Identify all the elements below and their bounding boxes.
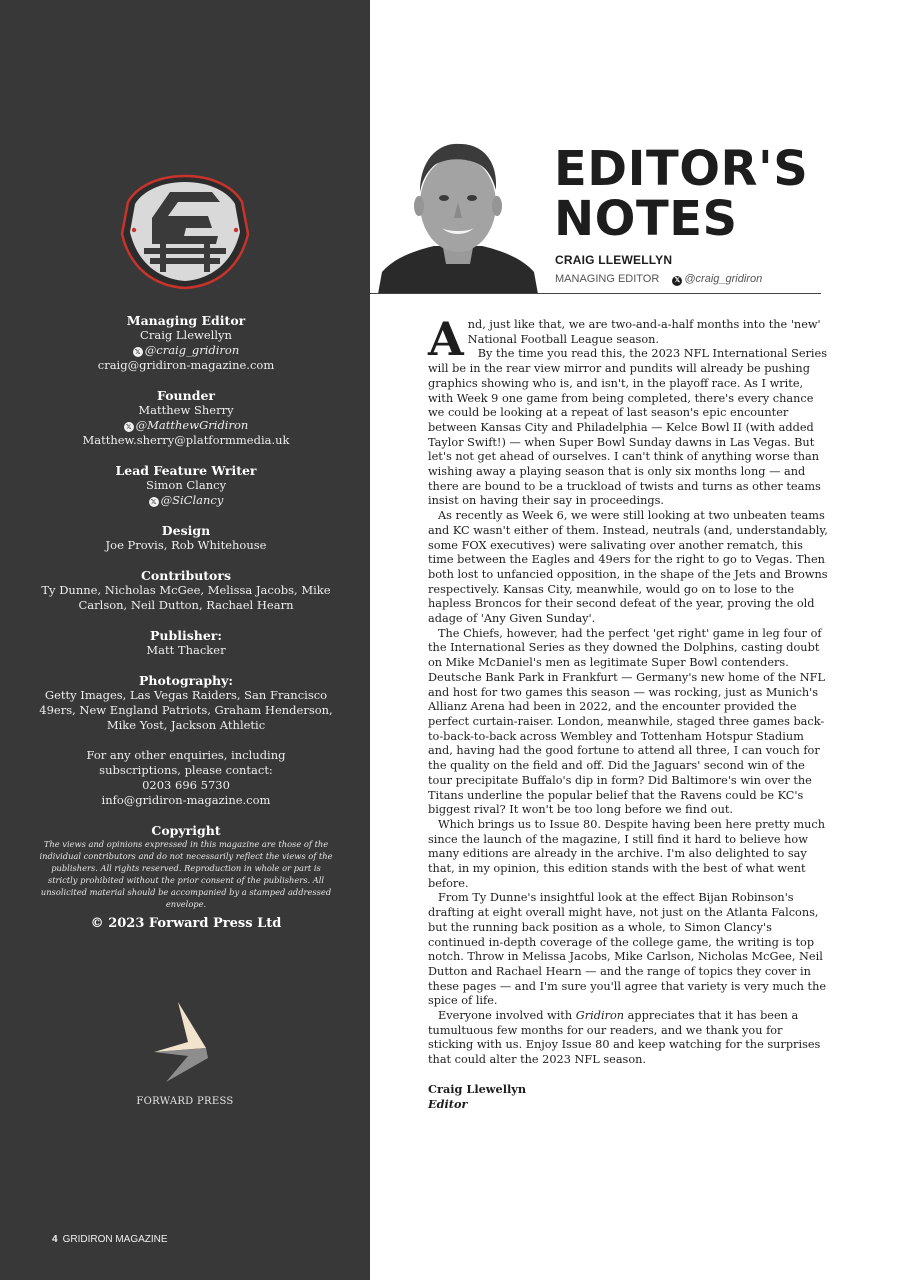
article-paragraph-5: Which brings us to Issue 80. Despite having been here pretty much since the launch of the magazine, I still find it hard to believe how many editions are already in the archive. I'm also delighted to say that, in my opinion, this edition stands with the best of what went before. <box>428 817 825 890</box>
forward-press-name: FORWARD PRESS <box>136 1096 234 1107</box>
editorial-article <box>428 312 830 1111</box>
x-social-icon: 𝕏 <box>672 276 682 286</box>
lead-writer-heading: Lead Feature Writer <box>115 463 257 478</box>
managing-editor-handle[interactable]: @craig_gridiron <box>144 343 240 357</box>
enquiries-line-2: subscriptions, please contact: <box>99 763 273 777</box>
page-title <box>554 141 854 247</box>
enquiries-email[interactable]: info@gridiron-magazine.com <box>101 793 271 807</box>
copyright-heading: Copyright <box>151 823 221 838</box>
photography-block <box>38 673 334 733</box>
enquiries-block <box>38 748 334 808</box>
photography-heading: Photography: <box>138 673 234 688</box>
byline-handle[interactable]: @craig_gridiron <box>684 273 763 285</box>
contributors-names: Ty Dunne, Nicholas McGee, Melissa Jacobs, Mike Carlson, Neil Dutton, Rachael Hearn <box>41 583 331 612</box>
copyright-line: © 2023 Forward Press Ltd <box>90 916 282 931</box>
publisher-block <box>38 628 334 658</box>
drop-cap: A <box>428 312 464 366</box>
editor-portrait <box>378 132 538 294</box>
publication-name: GRIDIRON MAGAZINE <box>62 1234 168 1245</box>
managing-editor-heading: Managing Editor <box>126 313 246 328</box>
byline-handle-wrap <box>672 273 762 285</box>
photography-names: Getty Images, Las Vegas Raiders, San Francisco 49ers, New England Patriots, Graham Henderson, Mike Yost, Jackson Athletic <box>39 688 333 732</box>
founder-name: Matthew Sherry <box>138 403 234 417</box>
byline-role-row <box>555 273 762 286</box>
x-social-icon: 𝕏 <box>149 497 159 507</box>
masthead-credits <box>38 313 334 946</box>
managing-editor-block <box>38 313 334 373</box>
contributors-block <box>38 568 334 613</box>
contributors-heading: Contributors <box>140 568 232 583</box>
article-paragraph-4: The Chiefs, however, had the perfect 'get right' game in leg four of the International Series as they downed the Dolphins, casting doubt on Mike McDaniel's men as legitimate Super Bowl contenders. Deutsche Bank Park in Frankfurt — Germany's new home of the NFL and host for two games this season — was rocking, just as Munich's Allianz Arena had been in 2022, and the encounter provided the perfect curtain-raiser. London, meanwhile, staged three games back-to-back-to-back across Wembley and Tottenham Hotspur Stadium and, having had the good fortune to attend all three, I can vouch for the quality on the field and off. Did the Jaguars' second win of the tour precipitate Buffalo's dip in form? Did Baltimore's win over the Titans underline the popular belief that the Ravens could be KC's biggest rival? It won't be too long before we find out. <box>428 626 825 817</box>
page-folio <box>52 1234 168 1245</box>
design-block <box>38 523 334 553</box>
page-title-line-2: NOTES <box>554 191 738 247</box>
gridiron-logo <box>116 172 254 292</box>
header-divider <box>370 293 821 294</box>
article-paragraph-1-text: nd, just like that, we are two-and-a-half months into the 'new' National Football League season. <box>467 318 821 346</box>
founder-block <box>38 388 334 448</box>
managing-editor-name: Craig Llewellyn <box>140 328 232 342</box>
page-title-line-1: EDITOR'S <box>554 141 809 197</box>
enquiries-line-1: For any other enquiries, including <box>86 748 286 762</box>
managing-editor-handle-row <box>38 343 334 358</box>
signature-name: Craig Llewellyn <box>428 1081 527 1096</box>
copyright-legal-text: The views and opinions expressed in this magazine are those of the individual contributors and do not necessarily reflect the views of the publishers. All rights reserved. Reproduction in whole or part is strictly prohibited without the prior consent of the publishers. All unsolicited material should be accompanied by a stamped addressed envelope. <box>39 839 333 909</box>
byline-author: CRAIG LLEWELLYN <box>555 253 673 267</box>
article-paragraph-7-start: Everyone involved with <box>438 1009 576 1023</box>
forward-press-logo <box>148 998 214 1088</box>
article-paragraph-1 <box>428 312 830 366</box>
lead-writer-block <box>38 463 334 508</box>
copyright-block <box>38 823 334 931</box>
founder-heading: Founder <box>157 388 215 403</box>
magazine-name-emphasis: Gridiron <box>575 1009 625 1023</box>
publisher-heading: Publisher: <box>149 628 222 643</box>
signature <box>428 1082 830 1111</box>
page-number: 4 <box>52 1234 58 1245</box>
founder-handle-row <box>38 418 334 433</box>
lead-writer-name: Simon Clancy <box>145 478 227 492</box>
x-social-icon: 𝕏 <box>124 422 134 432</box>
managing-editor-email[interactable]: craig@gridiron-magazine.com <box>97 358 275 372</box>
founder-handle[interactable]: @MatthewGridiron <box>135 418 249 432</box>
byline-role: MANAGING EDITOR <box>555 273 660 285</box>
design-heading: Design <box>161 523 211 538</box>
article-paragraph-7-end: appreciates that it has been a tumultuous few months for our readers, and we thank you for sticking with us. Enjoy Issue 80 and keep watching for the surprises that could alter the 2023 NFL season. <box>428 1009 821 1067</box>
x-social-icon: 𝕏 <box>133 347 143 357</box>
lead-writer-handle[interactable]: @SiClancy <box>160 493 224 507</box>
lead-writer-handle-row <box>38 493 334 508</box>
design-names: Joe Provis, Rob Whitehouse <box>105 538 267 552</box>
article-paragraph-3: As recently as Week 6, we were still looking at two unbeaten teams and KC wasn't either of them. Instead, neutrals (and, understandably, some FOX executives) were salivating over another rematch, this time between the Eagles and 49ers for the right to go to Vegas. Then both lost to unfancied opposition, in the shape of the Jets and Browns respectively. Kansas City, meanwhile, would go on to lose to the hapless Broncos for their second defeat of the year, proving the old adage of 'Any Given Sunday'. <box>428 509 828 626</box>
article-paragraph-6: From Ty Dunne's insightful look at the effect Bijan Robinson's drafting at eight overall might have, not just on the Atlanta Falcons, but the running back position as a whole, to Simon Clancy's continued in-depth coverage of the college game, the writing is top notch. Throw in Melissa Jacobs, Mike Carlson, Nicholas McGee, Neil Dutton and Rachael Hearn — and the range of topics they cover in these pages — and I'm sure you'll agree that variety is very much the spice of life. <box>428 891 827 1008</box>
signature-title: Editor <box>428 1096 468 1111</box>
article-paragraph-2: By the time you read this, the 2023 NFL International Series will be in the rear view mirror and pundits will already be pushing graphics showing who is, and isn't, in the playoff race. As I write, with Week 9 one game from being completed, there's every chance we could be looking at a repeat of last season's epic encounter between Kansas City and Philadelphia — Kelce Bowl II (with added Taylor Swift!) — when Super Bowl Sunday dawns in Las Vegas. But let's not get ahead of ourselves. I can't think of anything worse than wishing away a playing season that is only six months long — and there are bound to be a truckload of twists and turns as other teams insist on having their say in proceedings. <box>428 347 828 508</box>
article-paragraph-7 <box>428 1009 830 1068</box>
publisher-name: Matt Thacker <box>146 643 226 657</box>
masthead-sidebar <box>0 0 370 1280</box>
enquiries-phone[interactable]: 0203 696 5730 <box>142 778 230 792</box>
founder-email[interactable]: Matthew.sherry@platformmedia.uk <box>82 433 290 447</box>
